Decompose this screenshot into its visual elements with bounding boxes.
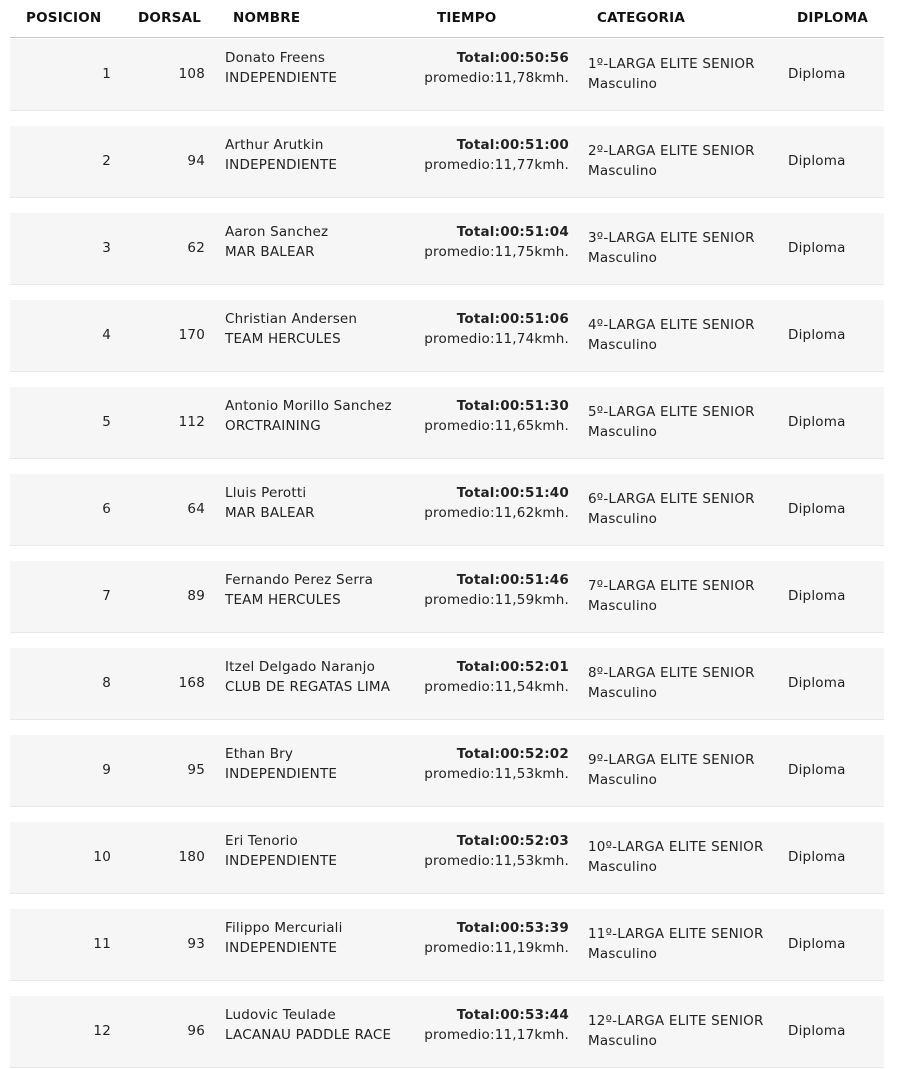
cell-categoria [588, 142, 755, 181]
diploma-link[interactable]: Diploma [788, 414, 846, 430]
table-row [10, 39, 884, 111]
category-gender: Masculino [588, 336, 658, 353]
category-gender: Masculino [588, 162, 658, 179]
cell-dorsal: 62 [187, 240, 205, 256]
cell-nombre [225, 571, 373, 610]
total-time: Total:00:51:04 [456, 224, 569, 240]
diploma-link[interactable]: Diploma [788, 1023, 846, 1039]
average-speed: promedio:11,78kmh. [424, 69, 569, 86]
diploma-link[interactable]: Diploma [788, 153, 846, 169]
cell-categoria [588, 490, 755, 529]
category-rank: 8º-LARGA ELITE SENIOR [588, 665, 755, 681]
category-rank: 9º-LARGA ELITE SENIOR [588, 752, 755, 768]
athlete-club: INDEPENDIENTE [225, 156, 338, 173]
table-row [10, 648, 884, 720]
category-rank: 5º-LARGA ELITE SENIOR [588, 404, 755, 420]
total-time: Total:00:52:03 [456, 833, 569, 849]
category-rank: 10º-LARGA ELITE SENIOR [588, 839, 764, 855]
cell-dorsal: 180 [178, 849, 205, 865]
header-nombre: NOMBRE [233, 10, 301, 26]
cell-tiempo [424, 919, 569, 958]
cell-dorsal: 108 [178, 66, 205, 82]
diploma-link[interactable]: Diploma [788, 936, 846, 952]
cell-tiempo [424, 136, 569, 175]
category-rank: 4º-LARGA ELITE SENIOR [588, 317, 755, 333]
header-dorsal: DORSAL [138, 10, 202, 26]
cell-tiempo [424, 1006, 569, 1045]
table-row [10, 735, 884, 807]
table-row [10, 300, 884, 372]
cell-nombre [225, 397, 392, 436]
category-rank: 7º-LARGA ELITE SENIOR [588, 578, 755, 594]
cell-posicion: 8 [102, 675, 111, 691]
cell-posicion: 3 [102, 240, 111, 256]
athlete-club: INDEPENDIENTE [225, 939, 338, 956]
cell-tiempo [424, 484, 569, 523]
average-speed: promedio:11,62kmh. [424, 504, 569, 521]
category-gender: Masculino [588, 510, 658, 527]
athlete-name: Lluis Perotti [225, 485, 307, 501]
cell-dorsal: 112 [178, 414, 205, 430]
athlete-club: ORCTRAINING [225, 417, 321, 434]
athlete-name: Donato Freens [225, 50, 326, 66]
cell-nombre [225, 658, 390, 697]
cell-tiempo [424, 397, 569, 436]
average-speed: promedio:11,54kmh. [424, 678, 569, 695]
cell-tiempo [424, 658, 569, 697]
athlete-name: Itzel Delgado Naranjo [225, 659, 376, 675]
cell-categoria [588, 838, 764, 877]
cell-dorsal: 89 [187, 588, 205, 604]
cell-tiempo [424, 571, 569, 610]
category-gender: Masculino [588, 423, 658, 440]
athlete-club: MAR BALEAR [225, 504, 315, 521]
category-rank: 12º-LARGA ELITE SENIOR [588, 1013, 764, 1029]
athlete-name: Antonio Morillo Sanchez [225, 398, 392, 414]
cell-posicion: 12 [93, 1023, 111, 1039]
total-time: Total:00:51:30 [456, 398, 569, 414]
cell-posicion: 9 [102, 762, 111, 778]
athlete-club: MAR BALEAR [225, 243, 315, 260]
athlete-club: TEAM HERCULES [225, 330, 341, 347]
cell-tiempo [424, 745, 569, 784]
table-row [10, 213, 884, 285]
cell-categoria [588, 751, 755, 790]
total-time: Total:00:52:01 [456, 659, 569, 675]
cell-tiempo [424, 832, 569, 871]
cell-categoria [588, 229, 755, 268]
average-speed: promedio:11,65kmh. [424, 417, 569, 434]
cell-posicion: 10 [93, 849, 111, 865]
average-speed: promedio:11,53kmh. [424, 765, 569, 782]
cell-dorsal: 168 [178, 675, 205, 691]
athlete-club: INDEPENDIENTE [225, 765, 338, 782]
category-rank: 11º-LARGA ELITE SENIOR [588, 926, 764, 942]
diploma-link[interactable]: Diploma [788, 327, 846, 343]
athlete-club: CLUB DE REGATAS LIMA [225, 678, 391, 695]
average-speed: promedio:11,77kmh. [424, 156, 569, 173]
athlete-name: Ethan Bry [225, 746, 294, 762]
athlete-name: Christian Andersen [225, 311, 358, 327]
category-gender: Masculino [588, 684, 658, 701]
cell-posicion: 11 [93, 936, 111, 952]
cell-posicion: 4 [102, 327, 111, 343]
diploma-link[interactable]: Diploma [788, 588, 846, 604]
cell-nombre [225, 49, 337, 88]
average-speed: promedio:11,74kmh. [424, 330, 569, 347]
cell-posicion: 7 [102, 588, 111, 604]
cell-dorsal: 94 [187, 153, 205, 169]
cell-categoria [588, 1012, 764, 1051]
athlete-club: INDEPENDIENTE [225, 69, 338, 86]
header-categoria: CATEGORIA [597, 10, 685, 26]
athlete-club: TEAM HERCULES [225, 591, 341, 608]
cell-dorsal: 96 [187, 1023, 205, 1039]
table-row [10, 126, 884, 198]
cell-dorsal: 93 [187, 936, 205, 952]
total-time: Total:00:51:40 [456, 485, 569, 501]
cell-nombre [225, 745, 337, 784]
athlete-name: Ludovic Teulade [225, 1007, 336, 1023]
average-speed: promedio:11,53kmh. [424, 852, 569, 869]
cell-posicion: 2 [102, 153, 111, 169]
athlete-name: Arthur Arutkin [225, 137, 324, 153]
cell-tiempo [424, 49, 569, 88]
cell-categoria [588, 925, 764, 964]
diploma-link[interactable]: Diploma [788, 66, 846, 82]
cell-nombre [225, 832, 337, 871]
cell-categoria [588, 403, 755, 442]
category-rank: 2º-LARGA ELITE SENIOR [588, 143, 755, 159]
average-speed: promedio:11,59kmh. [424, 591, 569, 608]
diploma-link[interactable]: Diploma [788, 240, 846, 256]
diploma-link[interactable]: Diploma [788, 501, 846, 517]
diploma-link[interactable]: Diploma [788, 762, 846, 778]
cell-categoria [588, 577, 755, 616]
total-time: Total:00:51:00 [456, 137, 569, 153]
average-speed: promedio:11,17kmh. [424, 1026, 569, 1043]
table-row [10, 909, 884, 981]
header-diploma: DIPLOMA [797, 10, 869, 26]
athlete-name: Filippo Mercuriali [225, 920, 343, 936]
total-time: Total:00:53:39 [456, 920, 569, 936]
cell-posicion: 5 [102, 414, 111, 430]
category-rank: 1º-LARGA ELITE SENIOR [588, 56, 755, 72]
category-gender: Masculino [588, 771, 658, 788]
header-tiempo: TIEMPO [437, 10, 497, 26]
average-speed: promedio:11,19kmh. [424, 939, 569, 956]
cell-categoria [588, 55, 755, 94]
diploma-link[interactable]: Diploma [788, 849, 846, 865]
category-gender: Masculino [588, 75, 658, 92]
cell-dorsal: 170 [178, 327, 205, 343]
category-gender: Masculino [588, 1032, 658, 1049]
table-row [10, 474, 884, 546]
category-gender: Masculino [588, 249, 658, 266]
athlete-club: LACANAU PADDLE RACE [225, 1026, 392, 1043]
athlete-club: INDEPENDIENTE [225, 852, 338, 869]
category-gender: Masculino [588, 945, 658, 962]
average-speed: promedio:11,75kmh. [424, 243, 569, 260]
table-row [10, 561, 884, 633]
cell-categoria [588, 316, 755, 355]
athlete-name: Eri Tenorio [225, 833, 298, 849]
results-table [10, 0, 884, 1049]
total-time: Total:00:51:46 [456, 572, 569, 588]
cell-nombre [225, 1006, 391, 1045]
cell-tiempo [424, 310, 569, 349]
category-rank: 3º-LARGA ELITE SENIOR [588, 230, 755, 246]
cell-dorsal: 64 [187, 501, 205, 517]
athlete-name: Aaron Sanchez [225, 224, 329, 240]
total-time: Total:00:51:06 [456, 311, 569, 327]
cell-dorsal: 95 [187, 762, 205, 778]
total-time: Total:00:53:44 [456, 1007, 569, 1023]
cell-nombre [225, 484, 315, 523]
cell-nombre [225, 223, 328, 262]
table-row [10, 387, 884, 459]
cell-nombre [225, 919, 343, 958]
cell-posicion: 1 [102, 66, 111, 82]
diploma-link[interactable]: Diploma [788, 675, 846, 691]
total-time: Total:00:52:02 [456, 746, 569, 762]
cell-categoria [588, 664, 755, 703]
total-time: Total:00:50:56 [456, 50, 569, 66]
table-header [10, 0, 884, 38]
cell-nombre [225, 136, 337, 175]
cell-nombre [225, 310, 357, 349]
header-posicion: POSICION [26, 10, 102, 26]
cell-posicion: 6 [102, 501, 111, 517]
table-row [10, 996, 884, 1068]
table-row [10, 822, 884, 894]
category-gender: Masculino [588, 597, 658, 614]
athlete-name: Fernando Perez Serra [225, 572, 374, 588]
category-gender: Masculino [588, 858, 658, 875]
category-rank: 6º-LARGA ELITE SENIOR [588, 491, 755, 507]
cell-tiempo [424, 223, 569, 262]
